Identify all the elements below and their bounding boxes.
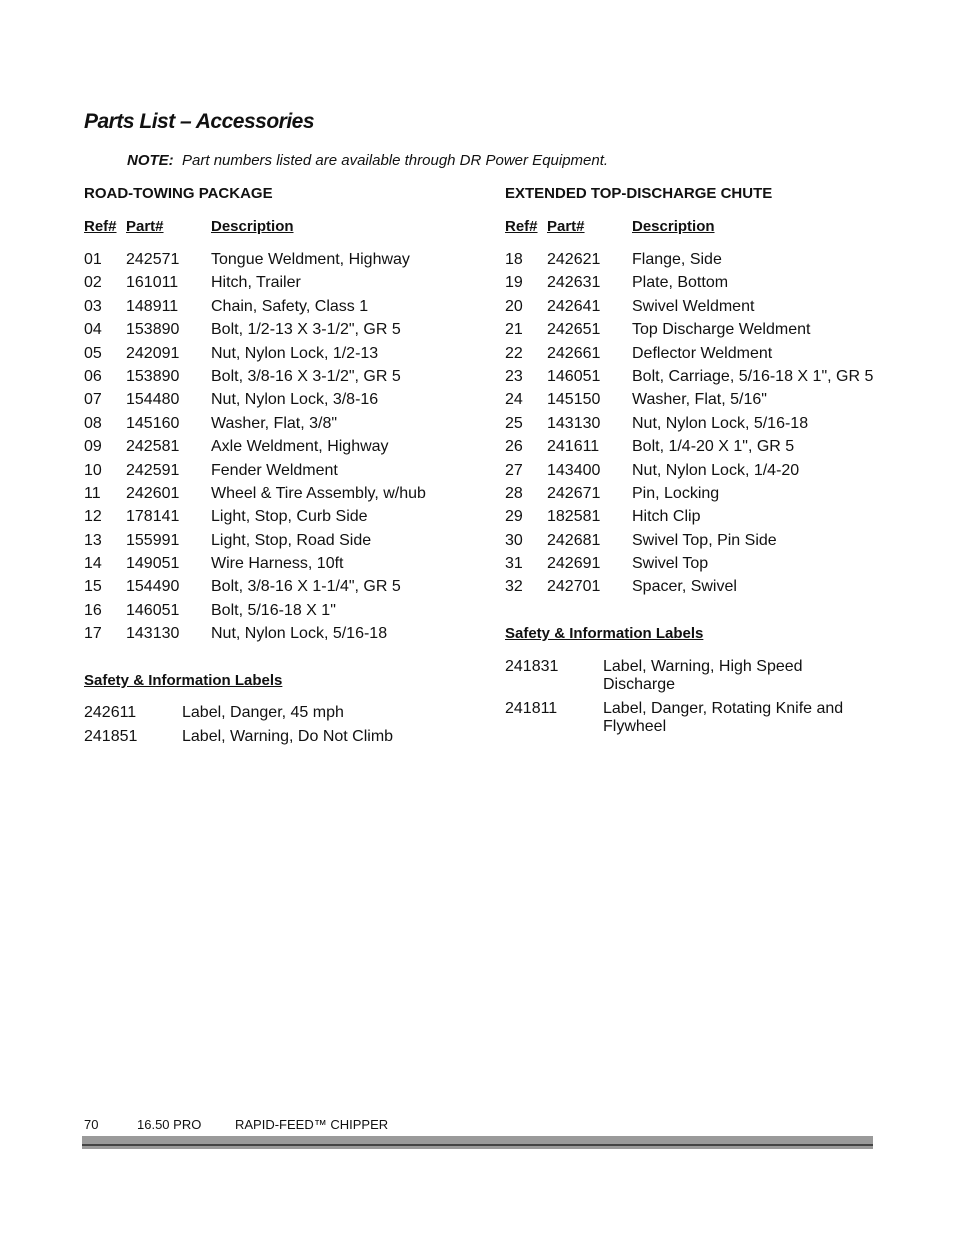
- part-description: Wheel & Tire Assembly, w/hub: [211, 484, 426, 502]
- road-towing-parts-list: [84, 251, 484, 649]
- note-label: NOTE:: [127, 152, 174, 169]
- part-description: Hitch, Trailer: [211, 274, 301, 292]
- parts-row: [84, 415, 484, 438]
- part-description: Top Discharge Weldment: [632, 321, 811, 339]
- part-number: 145160: [126, 414, 180, 432]
- footer-model: 16.50 PRO: [137, 1117, 202, 1132]
- part-number: 242581: [126, 438, 180, 456]
- left-col-ref-header: Ref#: [84, 218, 117, 235]
- ref-number: 09: [84, 438, 102, 456]
- right-labels-heading: Safety & Information Labels: [505, 625, 704, 642]
- ref-number: 19: [505, 274, 523, 292]
- part-number: 148911: [126, 297, 179, 315]
- parts-row: [84, 391, 484, 414]
- label-part-number: 241811: [505, 700, 558, 717]
- label-description: Label, Danger, 45 mph: [182, 704, 344, 721]
- parts-row: [84, 532, 484, 555]
- ref-number: 03: [84, 297, 102, 315]
- footer-rule: [82, 1136, 873, 1149]
- part-description: Swivel Top: [632, 555, 709, 573]
- ref-number: 20: [505, 297, 523, 315]
- road-towing-heading: ROAD-TOWING PACKAGE: [84, 185, 273, 202]
- part-number: 242631: [547, 274, 601, 292]
- parts-row: [84, 555, 484, 578]
- part-description: Bolt, 1/4-20 X 1", GR 5: [632, 438, 795, 456]
- footer-product: RAPID-FEED™ CHIPPER: [235, 1117, 389, 1132]
- ref-number: 32: [505, 578, 523, 596]
- part-number: 242621: [547, 251, 601, 268]
- parts-row: [84, 298, 484, 321]
- ref-number: 10: [84, 461, 102, 479]
- part-description: Wire Harness, 10ft: [211, 555, 344, 573]
- ref-number: 06: [84, 367, 102, 385]
- part-number: 242571: [126, 251, 180, 268]
- part-description: Nut, Nylon Lock, 3/8-16: [211, 391, 379, 409]
- part-description: Deflector Weldment: [632, 344, 773, 362]
- part-number: 145150: [547, 391, 601, 409]
- right-col-part-header: Part#: [547, 218, 585, 235]
- part-description: Chain, Safety, Class 1: [211, 297, 369, 315]
- ref-number: 30: [505, 531, 523, 549]
- parts-row: [505, 391, 945, 414]
- part-description: Pin, Locking: [632, 484, 720, 502]
- part-description: Swivel Weldment: [632, 297, 755, 315]
- page-number: 70: [84, 1117, 99, 1132]
- parts-row: [84, 345, 484, 368]
- label-row: [505, 658, 905, 700]
- right-col-desc-header: Description: [632, 218, 715, 235]
- label-row: [505, 700, 905, 742]
- part-number: 143130: [126, 625, 180, 643]
- note: [127, 152, 608, 169]
- ref-number: 25: [505, 414, 523, 432]
- part-number: 154490: [126, 578, 180, 596]
- parts-row: [505, 368, 945, 391]
- ref-number: 13: [84, 531, 102, 549]
- parts-row: [505, 555, 945, 578]
- part-number: 242601: [126, 484, 180, 502]
- part-description: Spacer, Swivel: [632, 578, 737, 596]
- part-number: 143400: [547, 461, 601, 479]
- part-number: 241611: [547, 438, 600, 456]
- ref-number: 01: [84, 251, 102, 268]
- part-number: 153890: [126, 367, 180, 385]
- part-description: Washer, Flat, 3/8": [211, 414, 338, 432]
- parts-row: [84, 321, 484, 344]
- parts-row: [505, 578, 945, 601]
- parts-row: [84, 368, 484, 391]
- part-description: Fender Weldment: [211, 461, 338, 479]
- part-description: Tongue Weldment, Highway: [211, 251, 410, 268]
- part-number: 242641: [547, 297, 601, 315]
- part-number: 146051: [126, 601, 180, 619]
- label-description: Label, Warning, Do Not Climb: [182, 728, 394, 745]
- parts-row: [505, 438, 945, 461]
- part-number: 242681: [547, 531, 601, 549]
- part-number: 242091: [126, 344, 180, 362]
- ref-number: 05: [84, 344, 102, 362]
- part-description: Nut, Nylon Lock, 1/4-20: [632, 461, 800, 479]
- ref-number: 23: [505, 367, 523, 385]
- page-title: Parts List – Accessories: [84, 110, 315, 133]
- part-description: Hitch Clip: [632, 508, 701, 526]
- part-description: Nut, Nylon Lock, 5/16-18: [211, 625, 388, 643]
- part-number: 242661: [547, 344, 601, 362]
- parts-row: [84, 485, 484, 508]
- parts-row: [505, 415, 945, 438]
- ref-number: 22: [505, 344, 523, 362]
- part-number: 242651: [547, 321, 601, 339]
- part-description: Nut, Nylon Lock, 5/16-18: [632, 414, 809, 432]
- parts-row: [84, 251, 484, 274]
- left-labels-list: [84, 704, 484, 752]
- parts-row: [505, 462, 945, 485]
- part-description: Bolt, 5/16-18 X 1": [211, 601, 336, 619]
- part-description: Nut, Nylon Lock, 1/2-13: [211, 344, 379, 362]
- parts-row: [505, 485, 945, 508]
- ref-number: 27: [505, 461, 523, 479]
- parts-row: [505, 345, 945, 368]
- label-description: Label, Warning, High Speed Discharge: [603, 658, 803, 693]
- ref-number: 18: [505, 251, 523, 268]
- parts-row: [84, 508, 484, 531]
- parts-row: [505, 251, 945, 274]
- parts-row: [505, 321, 945, 344]
- part-number: 154480: [126, 391, 180, 409]
- parts-row: [84, 438, 484, 461]
- part-description: Flange, Side: [632, 251, 722, 268]
- ref-number: 08: [84, 414, 102, 432]
- part-number: 153890: [126, 321, 180, 339]
- part-description: Washer, Flat, 5/16": [632, 391, 767, 409]
- ref-number: 11: [84, 484, 101, 502]
- left-labels-heading: Safety & Information Labels: [84, 672, 283, 689]
- label-part-number: 242611: [84, 704, 137, 721]
- part-number: 143130: [547, 414, 601, 432]
- label-part-number: 241831: [505, 658, 559, 675]
- part-description: Bolt, 3/8-16 X 1-1/4", GR 5: [211, 578, 401, 596]
- part-number: 149051: [126, 555, 180, 573]
- part-number: 161011: [126, 274, 179, 292]
- ref-number: 02: [84, 274, 102, 292]
- chute-parts-list: [505, 251, 945, 602]
- parts-row: [84, 578, 484, 601]
- note-text: Part numbers listed are available through DR Power Equipment.: [182, 152, 609, 169]
- parts-row: [505, 298, 945, 321]
- part-description: Bolt, 1/2-13 X 3-1/2", GR 5: [211, 321, 401, 339]
- parts-row: [505, 508, 945, 531]
- part-number: 146051: [547, 367, 601, 385]
- chute-heading: EXTENDED TOP-DISCHARGE CHUTE: [505, 185, 773, 202]
- part-number: 182581: [547, 508, 601, 526]
- ref-number: 28: [505, 484, 523, 502]
- ref-number: 04: [84, 321, 102, 339]
- label-description: Label, Danger, Rotating Knife and Flywheel: [603, 700, 844, 735]
- parts-row: [84, 625, 484, 648]
- part-number: 242591: [126, 461, 180, 479]
- right-labels-list: [505, 658, 905, 742]
- parts-row: [84, 274, 484, 297]
- ref-number: 12: [84, 508, 102, 526]
- ref-number: 17: [84, 625, 102, 643]
- label-part-number: 241851: [84, 728, 138, 745]
- label-row: [84, 728, 484, 752]
- ref-number: 14: [84, 555, 102, 573]
- left-col-part-header: Part#: [126, 218, 164, 235]
- ref-number: 24: [505, 391, 523, 409]
- parts-row: [505, 274, 945, 297]
- part-number: 155991: [126, 531, 180, 549]
- part-number: 178141: [126, 508, 180, 526]
- ref-number: 15: [84, 578, 102, 596]
- parts-row: [84, 602, 484, 625]
- ref-number: 26: [505, 438, 523, 456]
- part-description: Axle Weldment, Highway: [211, 438, 389, 456]
- parts-row: [84, 462, 484, 485]
- part-description: Light, Stop, Curb Side: [211, 508, 368, 526]
- parts-row: [505, 532, 945, 555]
- part-description: Light, Stop, Road Side: [211, 531, 372, 549]
- label-row: [84, 704, 484, 728]
- part-description: Plate, Bottom: [632, 274, 729, 292]
- ref-number: 16: [84, 601, 102, 619]
- ref-number: 31: [505, 555, 523, 573]
- part-number: 242671: [547, 484, 601, 502]
- right-col-ref-header: Ref#: [505, 218, 538, 235]
- part-description: Swivel Top, Pin Side: [632, 531, 777, 549]
- ref-number: 29: [505, 508, 523, 526]
- part-description: Bolt, Carriage, 5/16-18 X 1", GR 5: [632, 367, 874, 385]
- part-number: 242701: [547, 578, 601, 596]
- ref-number: 21: [505, 321, 523, 339]
- part-number: 242691: [547, 555, 601, 573]
- left-col-desc-header: Description: [211, 218, 294, 235]
- part-description: Bolt, 3/8-16 X 3-1/2", GR 5: [211, 367, 401, 385]
- ref-number: 07: [84, 391, 102, 409]
